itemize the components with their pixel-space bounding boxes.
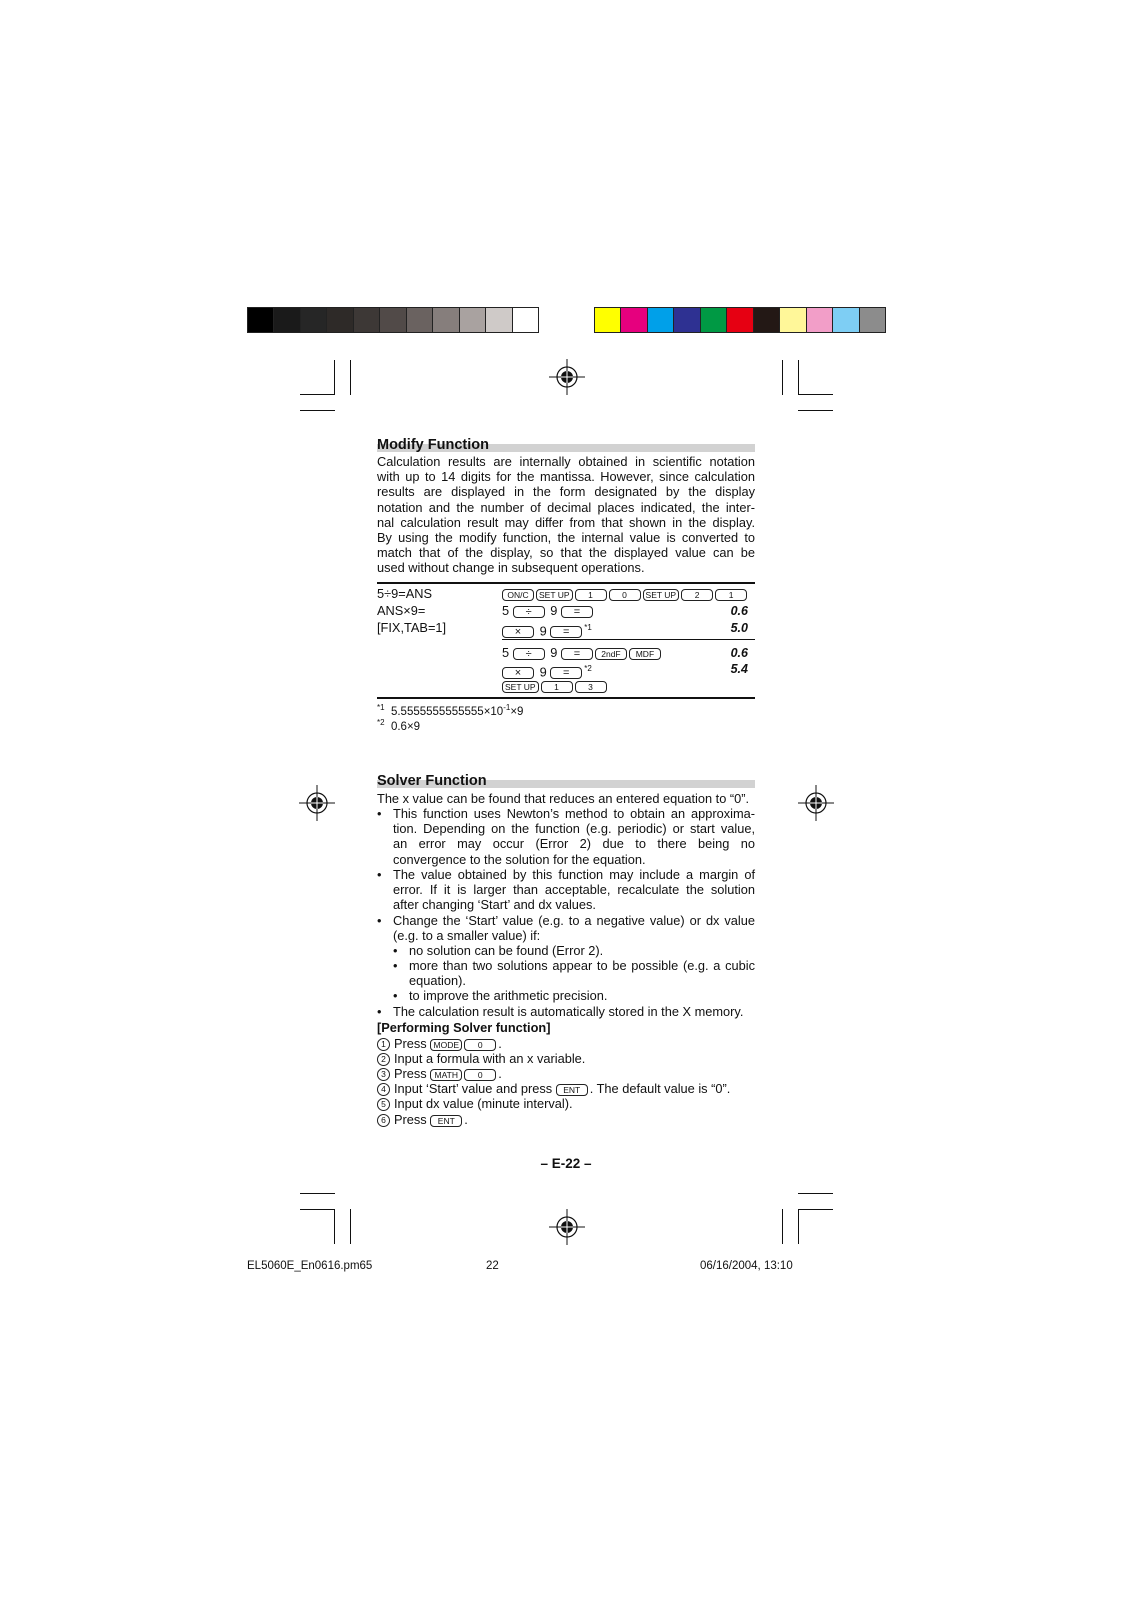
gray-swatch <box>433 308 459 332</box>
crop-mark <box>782 360 783 395</box>
step-number: 6 <box>377 1114 390 1127</box>
paragraph-line: match that of the display, so that the displayed value can be <box>377 545 755 561</box>
modify-function-heading <box>377 436 755 454</box>
crop-mark <box>350 1209 351 1244</box>
paragraph-line: results are displayed in the form designated by the display <box>377 484 755 500</box>
gray-swatch <box>327 308 353 332</box>
footnote <box>377 715 420 735</box>
color-swatch <box>833 308 859 332</box>
footnote-exponent: -1 <box>503 703 511 712</box>
step-item <box>377 1081 730 1096</box>
color-swatch <box>780 308 806 332</box>
gray-swatch <box>486 308 512 332</box>
key-2ndf: 2ndF <box>595 648 627 660</box>
table-middle-rule <box>502 639 755 640</box>
bullet-dot: • <box>377 867 382 882</box>
list-line: to improve the arithmetic precision. <box>409 988 608 1003</box>
step-item <box>377 1096 573 1111</box>
example-label: [FIX,TAB=1] <box>377 620 447 635</box>
subheading: [Performing Solver function] <box>377 1020 551 1035</box>
bullet-dot: • <box>377 913 382 928</box>
key-ent: ENT <box>430 1115 462 1127</box>
digit-text: 9 <box>550 603 558 618</box>
crop-mark <box>798 410 833 411</box>
sub-bullet-dot: • <box>393 958 398 973</box>
key-multiply: × <box>502 626 534 638</box>
step-text: Press <box>394 1112 427 1127</box>
key-on-c: ON/C <box>502 589 534 601</box>
result-value: 5.4 <box>730 662 748 676</box>
key-setup: SET UP <box>502 681 539 693</box>
key-equals: = <box>550 626 582 638</box>
keystroke-row <box>502 678 609 694</box>
key-ent: ENT <box>556 1084 588 1096</box>
step-text: Input ‘Start’ value and press <box>394 1081 553 1096</box>
footnote-text: ×9 <box>510 705 524 718</box>
gray-swatch <box>513 308 538 332</box>
paragraph-line: used without change in subsequent operations. <box>377 560 645 576</box>
key-0: 0 <box>609 589 641 601</box>
key-mode: MODE <box>430 1039 462 1051</box>
digit-text: 9 <box>539 664 547 680</box>
footnote-text: 5.5555555555555×10 <box>390 705 504 718</box>
keystroke-row <box>502 586 749 602</box>
color-bar <box>594 307 886 333</box>
key-equals: = <box>561 648 593 660</box>
solver-intro: The x value can be found that reduces an entered equation to “0”. <box>377 791 750 806</box>
keystroke-row <box>502 645 663 661</box>
footnote-marker: *2 <box>584 664 592 673</box>
sub-bullet-dot: • <box>393 943 398 958</box>
step-number: 5 <box>377 1098 390 1111</box>
key-1: 1 <box>541 681 573 693</box>
heading-text: Solver Function <box>377 773 487 789</box>
step-item <box>377 1066 502 1081</box>
step-item <box>377 1036 502 1051</box>
list-line: This function uses Newton’s method to obtain an approxima- <box>393 806 755 821</box>
sub-bullet-dot: • <box>393 988 398 1003</box>
step-text: Input a formula with an x variable. <box>394 1051 586 1066</box>
crop-mark <box>334 360 335 395</box>
result-value: 0.6 <box>730 604 748 618</box>
key-multiply: × <box>502 667 534 679</box>
bullet-dot: • <box>377 1004 382 1019</box>
key-3: 3 <box>575 681 607 693</box>
crop-mark <box>798 1209 833 1210</box>
keystroke-row <box>502 620 592 639</box>
crop-mark <box>350 360 351 395</box>
step-text: . <box>498 1036 502 1051</box>
key-0: 0 <box>464 1069 496 1081</box>
key-1: 1 <box>715 589 747 601</box>
paragraph-line: notation and the number of decimal places indicated, the inter- <box>377 499 755 515</box>
gray-swatch <box>460 308 486 332</box>
crop-mark <box>782 1209 783 1244</box>
crop-mark <box>300 1209 335 1210</box>
footer-filename: EL5060E_En0616.pm65 <box>247 1260 373 1272</box>
step-number: 1 <box>377 1038 390 1051</box>
paragraph-line: Calculation results are internally obtained in scientific notation <box>377 454 755 469</box>
step-text: Input dx value (minute interval). <box>394 1096 573 1111</box>
list-line: no solution can be found (Error 2). <box>409 943 604 958</box>
crop-mark <box>334 1209 335 1244</box>
list-line: tion. Depending on the function (e.g. periodic) or start value, <box>393 821 755 837</box>
key-1: 1 <box>575 589 607 601</box>
footnote-text: 0.6×9 <box>390 720 421 733</box>
digit-text: 9 <box>550 645 558 660</box>
key-2: 2 <box>681 589 713 601</box>
digit-text: 9 <box>539 623 547 639</box>
footnote-marker: *2 <box>377 718 385 727</box>
table-bottom-rule <box>377 697 755 699</box>
keystroke-row <box>502 603 595 619</box>
key-math: MATH <box>430 1069 462 1081</box>
list-line: error. If it is larger than acceptable, recalculate the solution <box>393 882 755 898</box>
registration-mark-icon <box>299 785 335 821</box>
digit-text: 5 <box>502 603 510 618</box>
footnote-marker: *1 <box>584 623 592 632</box>
table-top-rule <box>377 582 755 584</box>
gray-swatch <box>301 308 327 332</box>
list-line: (e.g. to a smaller value) if: <box>393 928 541 944</box>
list-line: an error may occur (Error 2) due to there being no <box>393 836 755 852</box>
step-text: . <box>498 1066 502 1081</box>
result-value: 0.6 <box>730 646 748 660</box>
grayscale-bar <box>247 307 539 333</box>
key-divide: ÷ <box>513 606 545 618</box>
registration-mark-icon <box>549 359 585 395</box>
step-item <box>377 1051 585 1066</box>
footnote-marker: *1 <box>377 703 385 712</box>
key-equals: = <box>561 606 593 618</box>
step-number: 3 <box>377 1068 390 1081</box>
key-0: 0 <box>464 1039 496 1051</box>
sub-list-item <box>409 943 755 958</box>
example-label: 5÷9=ANS <box>377 586 433 601</box>
crop-mark <box>798 394 833 395</box>
list-item <box>393 806 755 867</box>
key-equals: = <box>550 667 582 679</box>
list-item <box>393 1004 755 1019</box>
color-swatch <box>727 308 753 332</box>
page-number: – E-22 – <box>540 1156 592 1171</box>
key-setup: SET UP <box>643 589 680 601</box>
step-number: 4 <box>377 1083 390 1096</box>
footer-page: 22 <box>486 1260 499 1272</box>
gray-swatch <box>407 308 433 332</box>
registration-mark-icon <box>549 1209 585 1245</box>
digit-text: 5 <box>502 645 510 660</box>
color-swatch <box>701 308 727 332</box>
paragraph-line: with up to 14 digits for the mantissa. However, since calculation <box>377 469 755 485</box>
color-swatch <box>674 308 700 332</box>
crop-mark <box>300 410 335 411</box>
key-mdf: MDF <box>629 648 661 660</box>
list-item <box>393 913 755 943</box>
key-setup: SET UP <box>536 589 573 601</box>
step-number: 2 <box>377 1053 390 1066</box>
crop-mark <box>300 1193 335 1194</box>
footer-timestamp: 06/16/2004, 13:10 <box>700 1260 793 1272</box>
modify-function-paragraph <box>377 454 755 576</box>
crop-mark <box>300 394 335 395</box>
gray-swatch <box>274 308 300 332</box>
paragraph-line: By using the modify function, the internal value is converted to <box>377 529 755 545</box>
list-line: convergence to the solution for the equation. <box>393 851 646 867</box>
color-swatch <box>648 308 674 332</box>
color-swatch <box>860 308 885 332</box>
step-text: Press <box>394 1066 427 1081</box>
color-swatch <box>754 308 780 332</box>
heading-text: Modify Function <box>377 437 489 453</box>
key-divide: ÷ <box>513 648 545 660</box>
paragraph-line: nal calculation result may differ from that shown in the display. <box>377 514 755 530</box>
bullet-dot: • <box>377 806 382 821</box>
list-line: equation). <box>409 973 466 989</box>
gray-swatch <box>248 308 274 332</box>
crop-mark <box>798 360 799 395</box>
solver-function-heading <box>377 772 755 790</box>
list-item <box>393 867 755 913</box>
example-label: ANS×9= <box>377 603 426 618</box>
list-line: more than two solutions appear to be possible (e.g. a cubic <box>409 958 755 973</box>
sub-list-item <box>409 988 755 1003</box>
gray-swatch <box>380 308 406 332</box>
registration-mark-icon <box>798 785 834 821</box>
step-item <box>377 1112 468 1127</box>
crop-mark <box>798 1193 833 1194</box>
color-swatch <box>807 308 833 332</box>
list-line: The value obtained by this function may include a margin of <box>393 867 755 882</box>
list-line: after changing ‘Start’ and dx values. <box>393 897 596 913</box>
color-swatch <box>595 308 621 332</box>
list-line: Change the ‘Start’ value (e.g. to a negative value) or dx value <box>393 913 755 928</box>
list-line: The calculation result is automatically stored in the X memory. <box>393 1004 744 1019</box>
step-text: . The default value is “0”. <box>589 1081 731 1096</box>
gray-swatch <box>354 308 380 332</box>
color-swatch <box>621 308 647 332</box>
crop-mark <box>798 1209 799 1244</box>
step-text: Press <box>394 1036 427 1051</box>
sub-list-item <box>409 958 755 988</box>
result-value: 5.0 <box>730 621 748 635</box>
step-text: . <box>464 1112 468 1127</box>
